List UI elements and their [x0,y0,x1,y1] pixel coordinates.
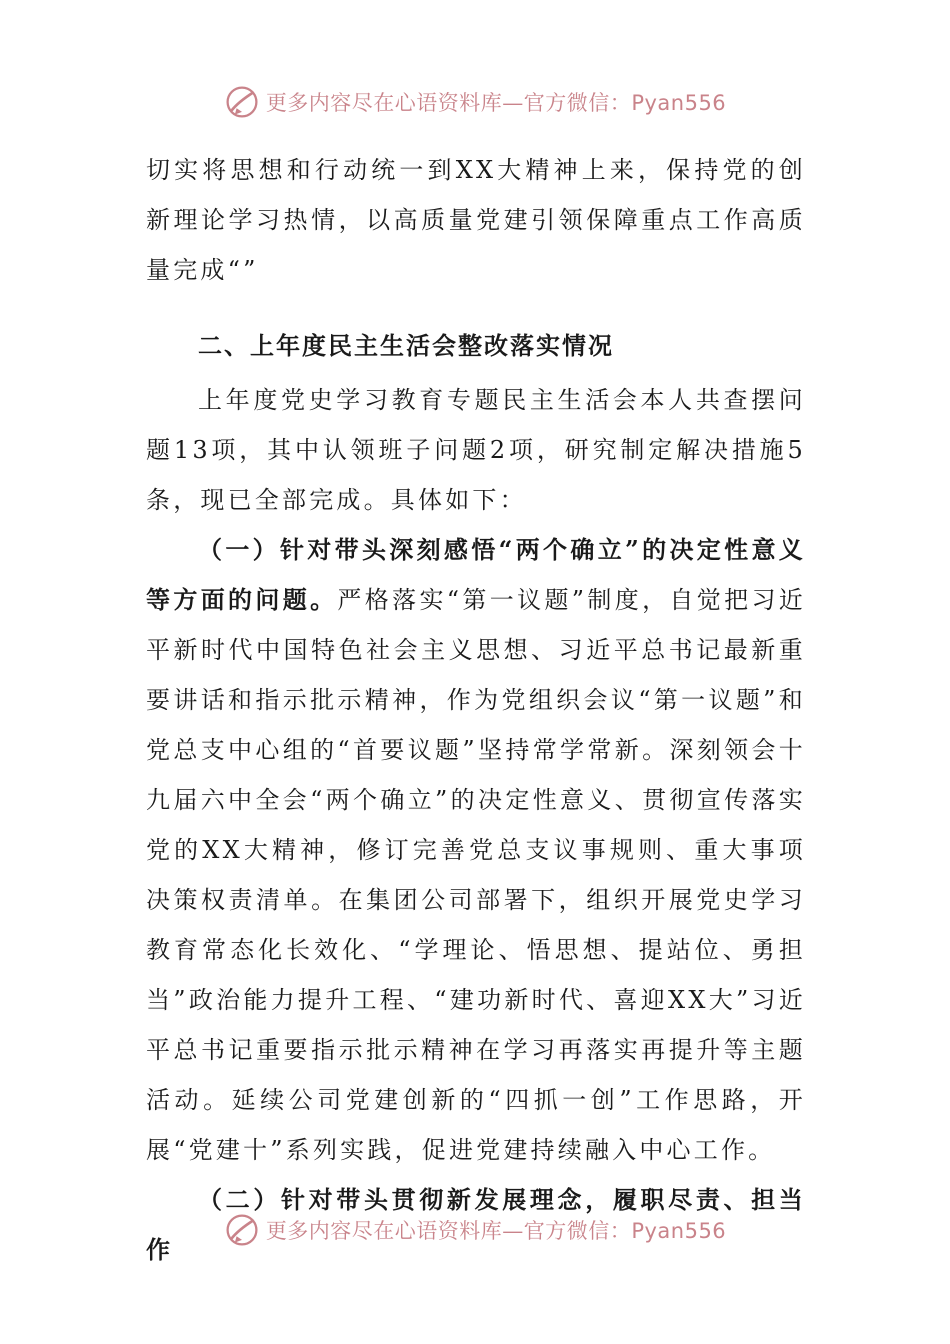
paragraph-summary: 上年度党史学习教育专题民主生活会本人共查摆问题13项，其中认领班子问题2项，研究制定解决措施5条，现已全部完成。具体如下： [146,386,806,514]
item-2-title: （二）针对带头贯彻新发展理念，履职尽责、担当作 [146,1185,806,1264]
footer-banner [0,1208,950,1252]
pen-nib-logo-icon [224,84,260,120]
header-banner [0,80,950,124]
section-heading: 二、上年度民主生活会整改落实情况 [198,331,614,360]
paragraph-item-1 [146,525,806,1175]
item-1-body: 严格落实“第一议题”制度，自觉把习近平新时代中国特色社会主义思想、习近平总书记最新重要讲话和指示批示精神，作为党组织会议“第一议题”和党总支中心组的“首要议题”坚持常学常新。深刻领会十九届六中全会“两个确立”的决定性意义、贯彻宣传落实党的XX大精神，修订完善党总支议事规则、重大事项决策权责清单。在集团公司部署下，组织开展党史学习教育常态化长效化、“学理论、悟思想、提站位、勇担当”政治能力提升工程、“建功新时代、喜迎XX大”习近平总书记重要指示批示精神在学习再落实再提升等主题活动。延续公司党建创新的“四抓一创”工作思路，开展“党建十”系列实践，促进党建持续融入中心工作。 [146,586,807,1164]
document-body [146,145,806,1275]
banner-text: 更多内容尽在心语资料库—官方微信：Pyan556 [265,91,727,115]
banner-text: 更多内容尽在心语资料库—官方微信：Pyan556 [265,1219,727,1243]
item-1-title: （一）针对带头深刻感悟“两个确立”的决定性意义等方面的问题。 [146,535,806,614]
wechat-id: Pyan556 [631,1219,727,1243]
paragraph-continuation: 切实将思想和行动统一到XX大精神上来，保持党的创新理论学习热情，以高质量党建引领保障重点工作高质量完成“” [146,156,806,284]
wechat-id: Pyan556 [631,91,727,115]
pen-nib-logo-icon [224,1212,260,1248]
